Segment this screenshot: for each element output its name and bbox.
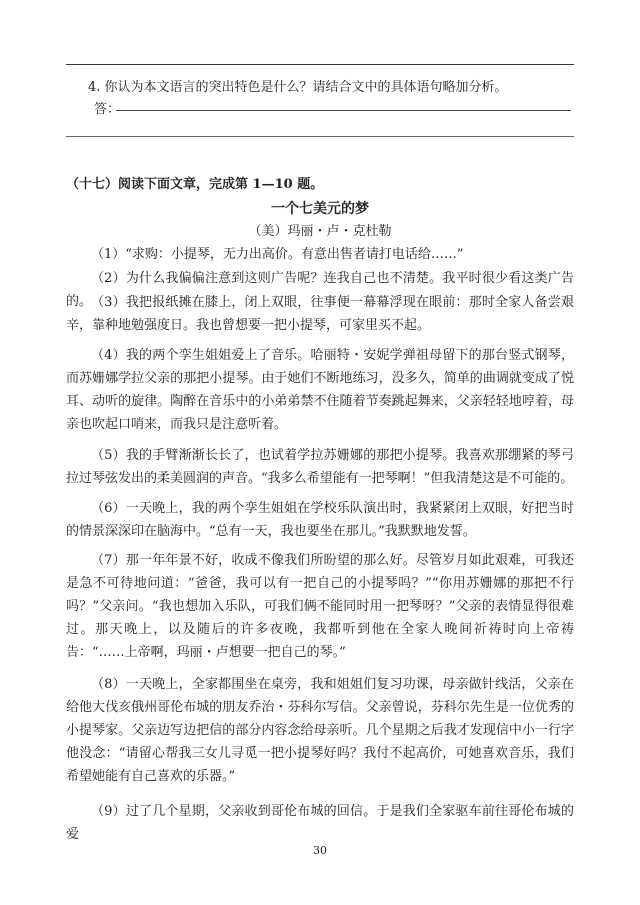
paragraph-2: （2）为什么我偏偏注意到这则广告呢？连我自己也不清楚。我平时很少看这类广告的。	[66, 271, 574, 309]
paragraph-4: （4）我的两个孪生姐姐爱上了音乐。哈丽特・安妮学弹祖母留下的那台竖式钢琴，而苏姗娜学拉父亲的那把小提琴。由于她们不断地练习，没多久，简单的曲调就变成了悦耳、动听的旋律。陶醉在音乐中的小弟弟禁不住随着节奏跳起舞来，父亲轻轻地哼着，母亲也吹起口哨来，而我只是注意听着。	[66, 348, 574, 432]
paragraph-9: （9）过了几个星期，父亲收到哥伦布城的回信。于是我们全家驱车前往哥伦布城的爱	[66, 804, 574, 842]
answer-label: 答：	[94, 102, 121, 117]
paragraph-1: （1）“求购：小提琴，无力出高价。有意出售者请打电话给……”	[91, 247, 464, 262]
article-title: 一个七美元的梦	[271, 201, 369, 217]
section-heading: （十七）阅读下面文章，完成第 1—10 题。	[66, 177, 324, 192]
page-number: 30	[313, 844, 327, 857]
answer-line-2	[66, 136, 574, 137]
paragraph-7: （7）那一年年景不好，收成不像我们所盼望的那么好。尽管岁月如此艰难，可我还是急不可待地问道：“爸爸，我可以有一把自己的小提琴吗？”“你用苏姗娜的那把不行吗？”父亲问。“我也想加入乐队，可我们俩不能同时用一把琴呀？”父亲的表情显得很难过。那天晚上，以及随后的许多夜晚，我都听到他在全家人晚间祈祷时向上帝祷告：“……上帝啊，玛丽・卢想要一把自己的琴。”	[66, 553, 574, 660]
question-4: 4. 你认为本文语言的突出特色是什么？请结合文中的具体语句略加分析。	[88, 80, 508, 95]
paragraph-5: （5）我的手臂渐渐长长了，也试着学拉苏姗娜的那把小提琴。我喜欢那绷紧的琴弓拉过琴弦发出的柔美圆润的声音。“我多么希望能有一把琴啊！”但我清楚这是不可能的。	[66, 448, 574, 486]
paragraph-8: （8）一天晚上，全家都围坐在桌旁，我和姐姐们复习功课，母亲做针线活，父亲在给他大伐亥俄州哥伦布城的朋友乔治・芬科尔写信。父亲曾说，芬科尔先生是一位优秀的小提琴家。父亲边写边把信的部分内容念给母亲听。几个星期之后我才发现信中小一行字他没念：“请留心帮我三女儿寻觅一把小提琴好吗？我付不起高价，可她喜欢音乐，我们希望她能有自己喜欢的乐器。”	[66, 677, 574, 784]
article-author: （美）玛丽・卢・克杜勒	[248, 224, 392, 239]
paragraph-6: （6）一天晚上，我的两个孪生姐姐在学校乐队演出时，我紧紧闭上双眼，好把当时的情景深深印在脑海中。“总有一天，我也要坐在那儿。”我默默地发誓。	[66, 501, 574, 539]
top-rule	[66, 64, 574, 65]
answer-line	[116, 110, 571, 111]
paragraph-3: （3）我把报纸摊在膝上，闭上双眼，往事便一幕幕浮现在眼前：那时全家人备尝艰辛，靠种地勉强度日。我也曾想要一把小提琴，可家里买不起。	[66, 295, 574, 333]
